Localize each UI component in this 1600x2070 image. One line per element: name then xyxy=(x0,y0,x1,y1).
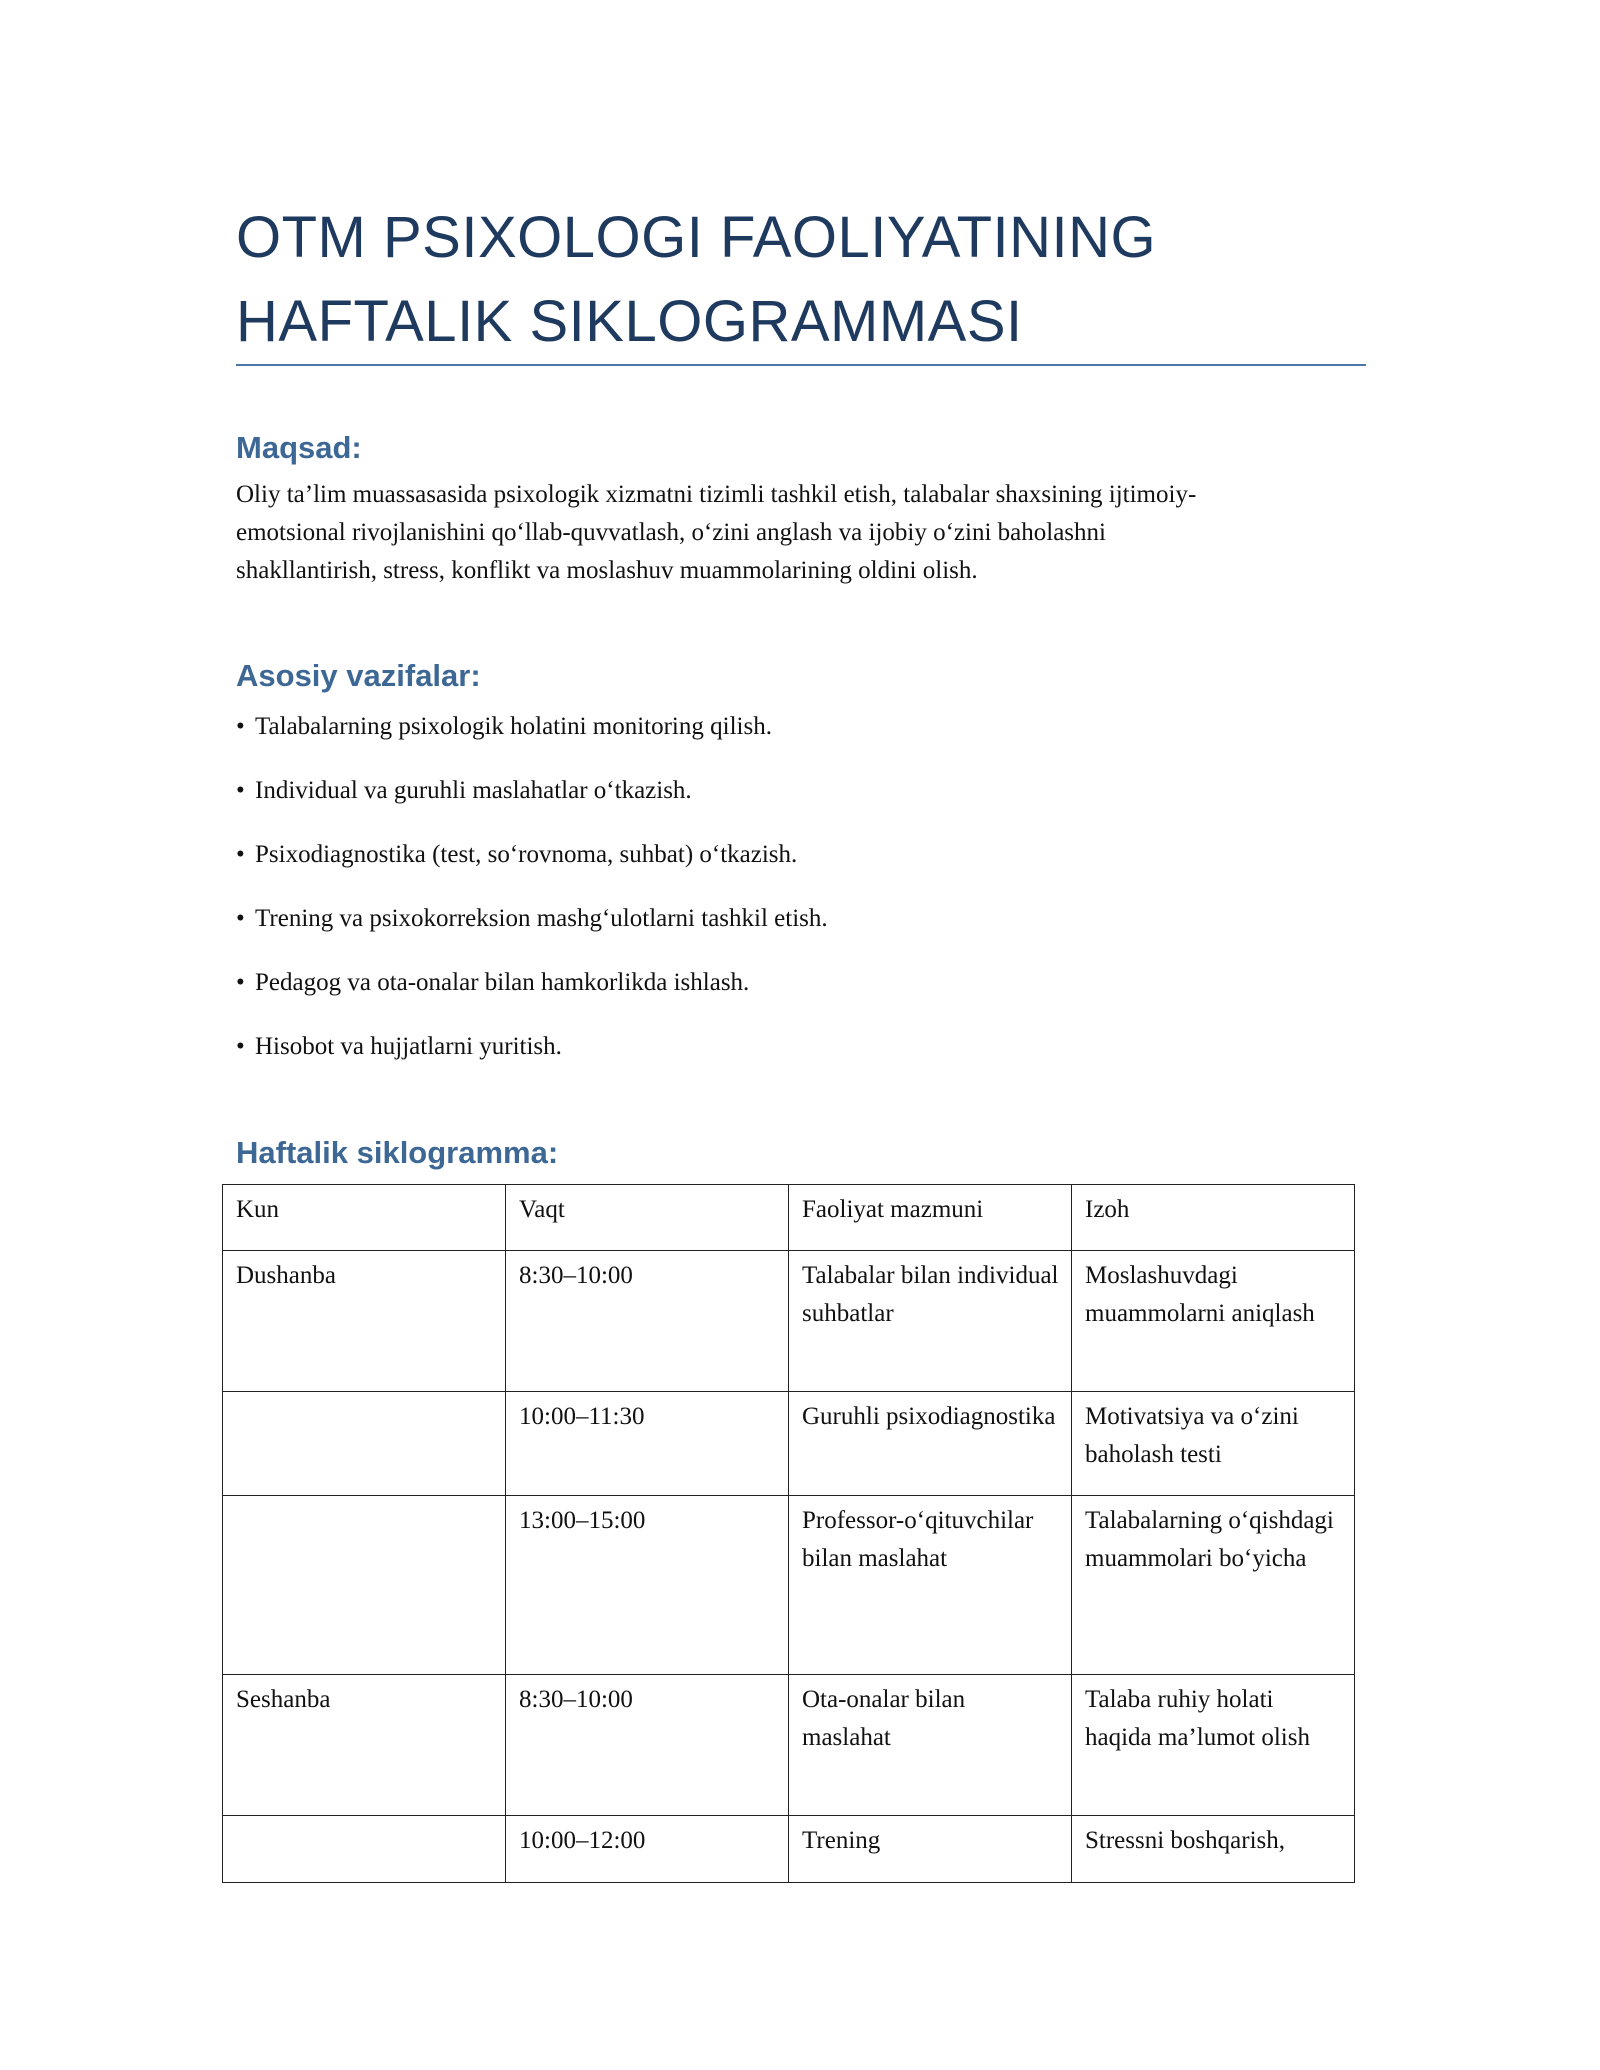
cell-izoh: Talaba ruhiy holati haqida ma’lumot olish xyxy=(1072,1675,1355,1816)
table-row xyxy=(223,1496,1355,1675)
bullet-dot: • xyxy=(236,969,245,996)
maqsad-line-2: emotsional rivojlanishini qo‘llab-quvvatlash, o‘zini anglash va ijobiy o‘zini baholashni xyxy=(236,519,1106,546)
column-header-vaqt: Vaqt xyxy=(506,1185,789,1251)
vazifalar-heading: Asosiy vazifalar: xyxy=(236,658,481,693)
cell-kun: Dushanba xyxy=(223,1251,506,1392)
list-item xyxy=(236,1028,1376,1092)
maqsad-line-1: Oliy ta’lim muassasasida psixologik xizmatni tizimli tashkil etish, talabalar shaxsining ijtimoiy- xyxy=(236,481,1197,508)
column-header-faoliyat: Faoliyat mazmuni xyxy=(789,1185,1072,1251)
column-header-izoh: Izoh xyxy=(1072,1185,1355,1251)
list-item xyxy=(236,964,1376,1028)
cell-izoh: Stressni boshqarish, xyxy=(1072,1816,1355,1883)
document-title-line-1: OTM PSIXOLOGI FAOLIYATINING xyxy=(236,205,1157,270)
cell-faoliyat: Guruhli psixodiagnostika xyxy=(789,1392,1072,1496)
cell-vaqt: 10:00–11:30 xyxy=(506,1392,789,1496)
vazifalar-list xyxy=(236,708,1376,1092)
maqsad-heading: Maqsad: xyxy=(236,430,362,465)
cell-faoliyat: Trening xyxy=(789,1816,1072,1883)
cell-vaqt: 8:30–10:00 xyxy=(506,1675,789,1816)
document-title-line-2: HAFTALIK SIKLOGRAMMASI xyxy=(236,289,1023,354)
table-row xyxy=(223,1251,1355,1392)
bullet-dot: • xyxy=(236,777,245,804)
list-item-text: Hisobot va hujjatlarni yuritish. xyxy=(255,1033,562,1060)
bullet-dot: • xyxy=(236,1033,245,1060)
siklogramma-table xyxy=(222,1184,1355,1883)
list-item xyxy=(236,900,1376,964)
list-item-text: Individual va guruhli maslahatlar o‘tkazish. xyxy=(255,777,692,804)
document-title xyxy=(236,196,1376,364)
list-item xyxy=(236,836,1376,900)
table-header-row xyxy=(223,1185,1355,1251)
cell-izoh: Talabalarning o‘qishdagi muammolari bo‘yicha xyxy=(1072,1496,1355,1675)
list-item-text: Psixodiagnostika (test, so‘rovnoma, suhbat) o‘tkazish. xyxy=(255,841,798,868)
cell-izoh: Moslashuvdagi muammolarni aniqlash xyxy=(1072,1251,1355,1392)
cell-vaqt: 10:00–12:00 xyxy=(506,1816,789,1883)
cell-kun xyxy=(223,1816,506,1883)
cell-kun xyxy=(223,1496,506,1675)
table-row xyxy=(223,1816,1355,1883)
list-item-text: Trening va psixokorreksion mashg‘ulotlarni tashkil etish. xyxy=(255,905,828,932)
bullet-dot: • xyxy=(236,713,245,740)
table-row xyxy=(223,1675,1355,1816)
title-underline-rule xyxy=(236,364,1366,366)
column-header-kun: Kun xyxy=(223,1185,506,1251)
cell-kun xyxy=(223,1392,506,1496)
cell-faoliyat: Talabalar bilan individual suhbatlar xyxy=(789,1251,1072,1392)
list-item-text: Talabalarning psixologik holatini monitoring qilish. xyxy=(255,713,772,740)
maqsad-line-3: shakllantirish, stress, konflikt va moslashuv muammolarining oldini olish. xyxy=(236,557,978,584)
bullet-dot: • xyxy=(236,841,245,868)
cell-vaqt: 8:30–10:00 xyxy=(506,1251,789,1392)
cell-faoliyat: Professor-o‘qituvchilar bilan maslahat xyxy=(789,1496,1072,1675)
cell-izoh: Motivatsiya va o‘zini baholash testi xyxy=(1072,1392,1355,1496)
table-row xyxy=(223,1392,1355,1496)
cell-faoliyat: Ota-onalar bilan maslahat xyxy=(789,1675,1072,1816)
list-item xyxy=(236,708,1376,772)
cell-kun: Seshanba xyxy=(223,1675,506,1816)
cell-vaqt: 13:00–15:00 xyxy=(506,1496,789,1675)
bullet-dot: • xyxy=(236,905,245,932)
list-item xyxy=(236,772,1376,836)
list-item-text: Pedagog va ota-onalar bilan hamkorlikda ishlash. xyxy=(255,969,750,996)
maqsad-paragraph xyxy=(236,476,1376,590)
siklogramma-heading: Haftalik siklogramma: xyxy=(236,1135,559,1170)
